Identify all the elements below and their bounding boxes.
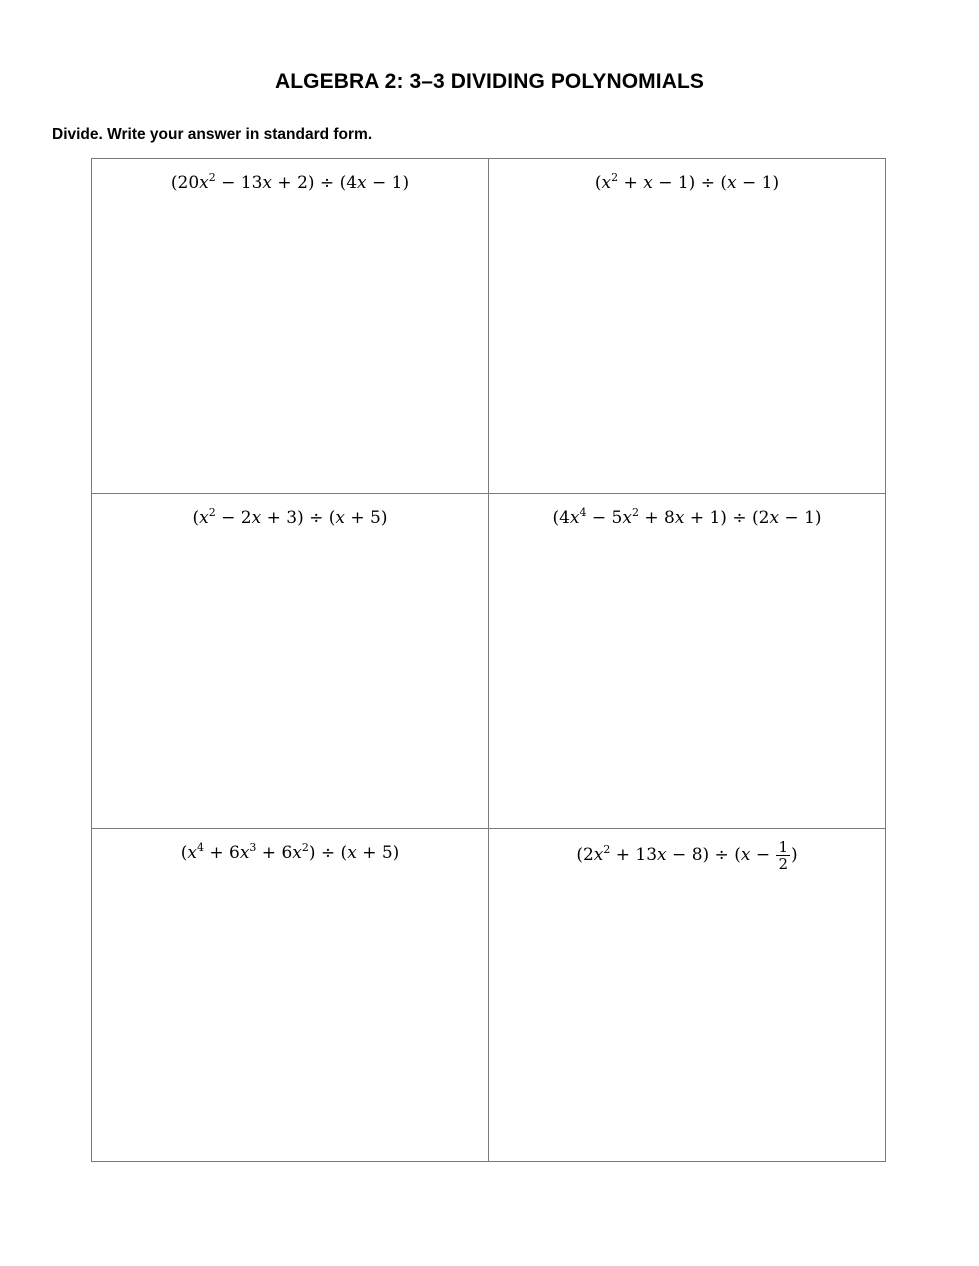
problem-3-expression: $(x^2 - 2x + 3) \div (x + 5)$ <box>192 506 388 528</box>
problem-cell-4[interactable] <box>489 494 885 829</box>
problem-cell-3[interactable] <box>92 494 489 829</box>
problem-cell-2[interactable] <box>489 159 885 494</box>
problem-cell-6[interactable] <box>489 829 885 1161</box>
problem-5-expression: $(x^4 + 6x^3 + 6x^2) \div (x + 5)$ <box>180 841 400 863</box>
problem-cell-5[interactable] <box>92 829 489 1161</box>
problem-cell-1[interactable] <box>92 159 489 494</box>
problem-2-expression: $(x^2 + x - 1) \div (x - 1)$ <box>594 171 780 193</box>
worksheet-title: ALGEBRA 2: 3–3 DIVIDING POLYNOMIALS <box>274 70 705 93</box>
fraction-one-half: $\frac{1}{2}$ <box>778 838 789 873</box>
problem-4-expression: $(4x^4 - 5x^2 + 8x + 1) \div (2x - 1)$ <box>552 506 822 528</box>
problem-1-expression: $(20x^2 - 13x + 2) \div (4x - 1)$ <box>170 171 410 193</box>
problem-grid <box>91 158 886 1162</box>
instructions: Divide. Write your answer in standard form. <box>52 126 373 143</box>
problem-6-expression: $(2x^2 + 13x - 8) \div (x$ − $\frac{1}{2}$ ) <box>576 838 798 873</box>
